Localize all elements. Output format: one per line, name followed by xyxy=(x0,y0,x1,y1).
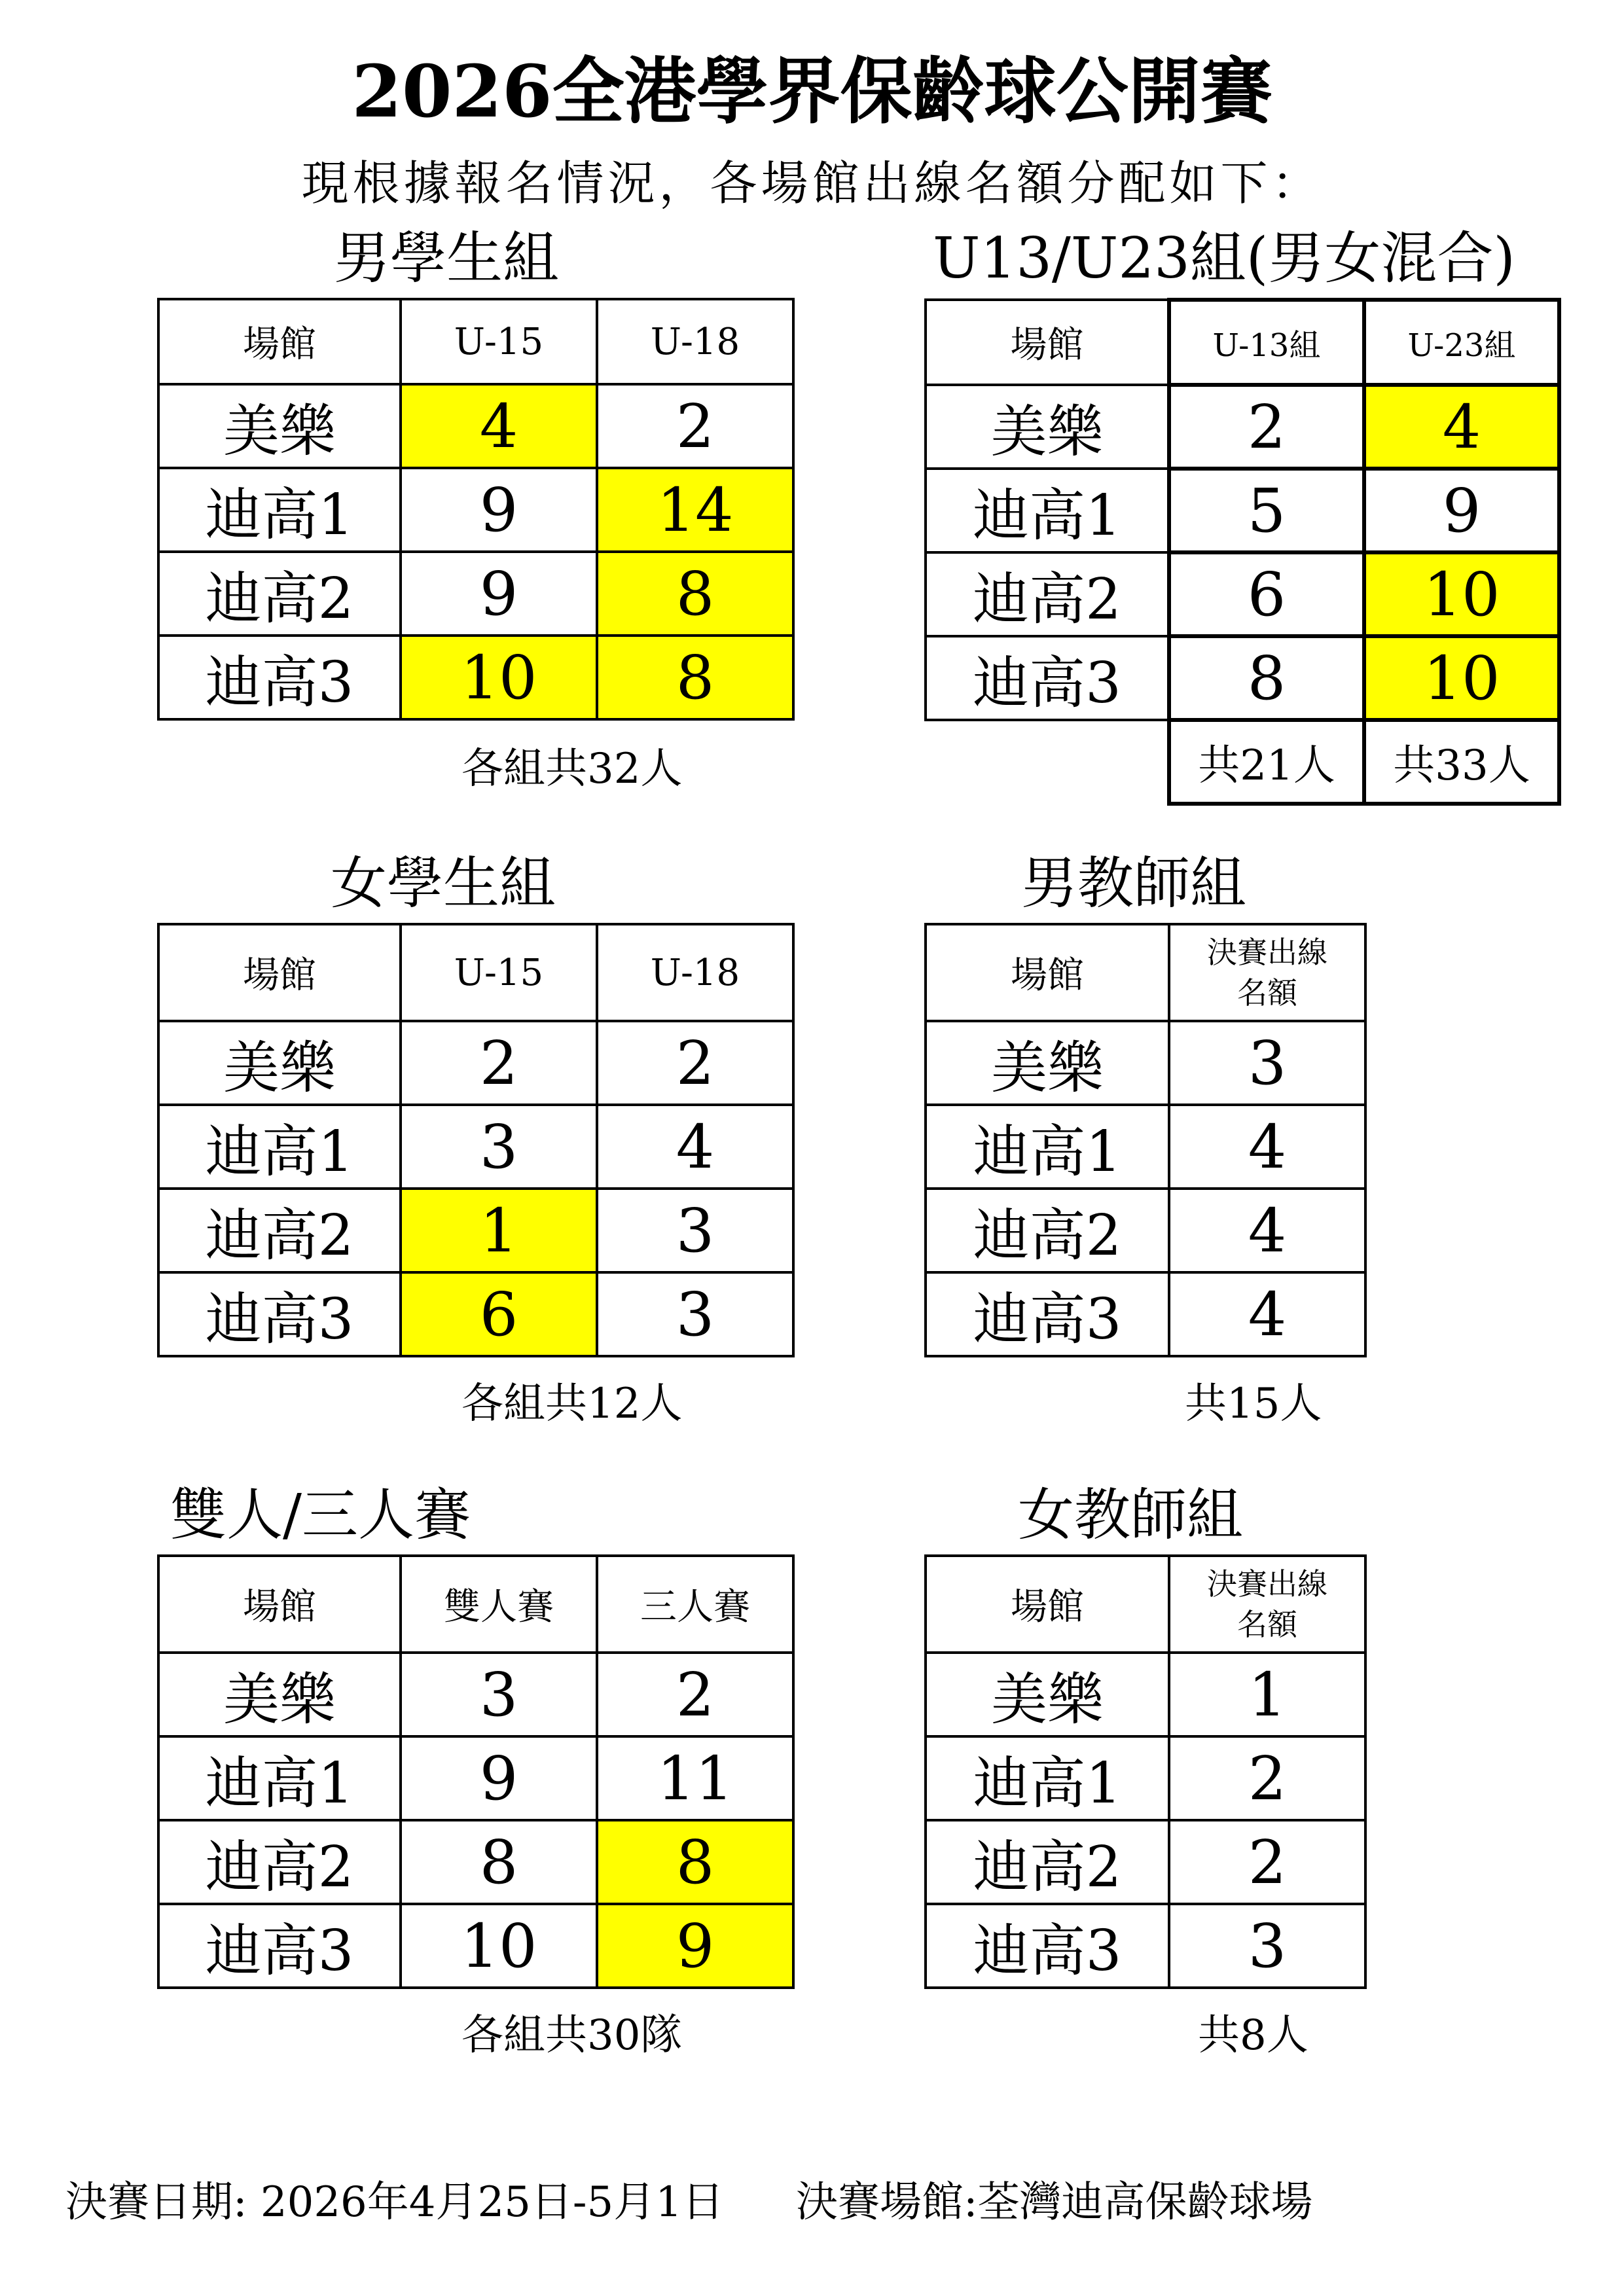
quota-cell: 6 xyxy=(1169,552,1364,636)
venue-name: 迪高1 xyxy=(926,1105,1169,1189)
quota-cell: 9 xyxy=(401,1736,597,1820)
quota-cell: 3 xyxy=(1169,1904,1365,1988)
quota-cell: 2 xyxy=(401,1021,597,1105)
quota-cell: 9 xyxy=(401,468,597,552)
table-header-row xyxy=(926,300,1559,385)
table-row xyxy=(926,1021,1365,1105)
header-venue: 場館 xyxy=(926,924,1169,1021)
venue-name: 迪高3 xyxy=(926,1272,1169,1356)
quota-cell-highlighted: 14 xyxy=(597,468,793,552)
table-row xyxy=(158,1272,793,1356)
venue-name: 美樂 xyxy=(158,1021,401,1105)
final-date: 決賽日期: 2026年4月25日-5月1日 xyxy=(65,2178,724,2227)
header-u13: U-13組 xyxy=(1169,300,1364,385)
header-u15: U-15 xyxy=(401,299,597,384)
table-row xyxy=(926,1272,1365,1356)
quota-cell: 4 xyxy=(1169,1105,1365,1189)
header-u15: U-15 xyxy=(401,924,597,1021)
header-u23: U-23組 xyxy=(1364,300,1559,385)
section-title-female-teachers: 女教師組 xyxy=(1018,1482,1243,1548)
girls-students-total: 各組共12人 xyxy=(461,1380,683,1428)
quota-cell: 11 xyxy=(597,1736,793,1820)
header-venue: 場館 xyxy=(158,1556,401,1653)
venue-name: 美樂 xyxy=(926,1653,1169,1736)
doubles-trios-table xyxy=(157,1554,795,1989)
male-teachers-table xyxy=(924,923,1367,1357)
quota-cell-highlighted: 10 xyxy=(1364,636,1559,720)
page-title: 2026全港學界保齡球公開賽 xyxy=(352,49,1272,134)
table-row xyxy=(926,385,1559,469)
table-row xyxy=(926,1820,1365,1904)
quota-cell-highlighted: 10 xyxy=(401,636,597,719)
venue-name: 迪高3 xyxy=(158,1904,401,1988)
table-row xyxy=(926,636,1559,720)
boys-students-total: 各組共32人 xyxy=(461,745,683,793)
table-header-row xyxy=(158,924,793,1021)
male-teachers-total: 共15人 xyxy=(1185,1380,1322,1428)
table-row xyxy=(926,1904,1365,1988)
venue-name: 迪高1 xyxy=(158,1105,401,1189)
quota-cell: 4 xyxy=(597,1105,793,1189)
boys-students-table xyxy=(157,298,795,721)
quota-cell: 3 xyxy=(597,1272,793,1356)
table-row xyxy=(158,636,793,719)
u13-total: 共21人 xyxy=(1169,720,1364,804)
doubles-trios-total: 各組共30隊 xyxy=(461,2011,683,2060)
girls-students-table xyxy=(157,923,795,1357)
table-row xyxy=(926,469,1559,552)
header-venue: 場館 xyxy=(926,300,1169,385)
table-row xyxy=(926,1736,1365,1820)
venue-name: 迪高3 xyxy=(158,636,401,719)
table-row xyxy=(926,1653,1365,1736)
quota-cell-highlighted: 8 xyxy=(597,552,793,636)
quota-cell: 2 xyxy=(597,384,793,468)
table-row xyxy=(158,1904,793,1988)
quota-cell: 5 xyxy=(1169,469,1364,552)
quota-cell: 3 xyxy=(401,1105,597,1189)
quota-cell: 8 xyxy=(1169,636,1364,720)
header-final-qualify-line2: 名額 xyxy=(1237,975,1297,1011)
quota-cell: 2 xyxy=(1169,385,1364,469)
quota-cell: 1 xyxy=(1169,1653,1365,1736)
header-doubles: 雙人賽 xyxy=(401,1556,597,1653)
section-title-boys-students: 男學生組 xyxy=(334,226,559,291)
venue-name: 迪高1 xyxy=(926,469,1169,552)
header-trios: 三人賽 xyxy=(597,1556,793,1653)
quota-cell: 2 xyxy=(597,1021,793,1105)
quota-cell: 9 xyxy=(1364,469,1559,552)
quota-cell-highlighted: 8 xyxy=(597,1820,793,1904)
venue-name: 迪高2 xyxy=(158,1820,401,1904)
header-final-qualify-line1: 決賽出線 xyxy=(1207,935,1327,970)
section-title-girls-students: 女學生組 xyxy=(331,851,556,916)
quota-cell: 2 xyxy=(597,1653,793,1736)
quota-cell: 2 xyxy=(1169,1820,1365,1904)
table-row xyxy=(158,1653,793,1736)
header-u18: U-18 xyxy=(597,299,793,384)
table-row xyxy=(926,552,1559,636)
header-final-qualify-line1: 決賽出線 xyxy=(1207,1566,1327,1602)
header-final-quota xyxy=(1169,924,1365,1021)
header-final-qualify-line2: 名額 xyxy=(1237,1607,1297,1642)
quota-cell-highlighted: 6 xyxy=(401,1272,597,1356)
quota-cell-highlighted: 1 xyxy=(401,1189,597,1272)
venue-name: 迪高1 xyxy=(926,1736,1169,1820)
header-final-quota xyxy=(1169,1556,1365,1653)
table-row xyxy=(158,1021,793,1105)
venue-name: 美樂 xyxy=(926,1021,1169,1105)
venue-name: 迪高1 xyxy=(158,1736,401,1820)
table-header-row xyxy=(158,299,793,384)
quota-cell: 3 xyxy=(401,1653,597,1736)
venue-name: 美樂 xyxy=(158,384,401,468)
final-venue: 決賽場館:荃灣迪高保齡球場 xyxy=(796,2178,1313,2227)
venue-name: 迪高3 xyxy=(926,636,1169,720)
u23-total: 共33人 xyxy=(1364,720,1559,804)
table-row xyxy=(158,1189,793,1272)
venue-name: 迪高3 xyxy=(926,1904,1169,1988)
table-row xyxy=(158,384,793,468)
page-subtitle: 現根據報名情況，各場館出線名額分配如下： xyxy=(301,156,1323,211)
header-u18: U-18 xyxy=(597,924,793,1021)
venue-name: 迪高2 xyxy=(158,552,401,636)
venue-name: 迪高2 xyxy=(926,552,1169,636)
quota-cell: 9 xyxy=(401,552,597,636)
table-row xyxy=(926,1105,1365,1189)
venue-name: 迪高1 xyxy=(158,468,401,552)
table-row xyxy=(158,1736,793,1820)
venue-name: 迪高2 xyxy=(158,1189,401,1272)
section-title-male-teachers: 男教師組 xyxy=(1021,851,1246,916)
quota-cell-highlighted: 10 xyxy=(1364,552,1559,636)
table-row xyxy=(158,552,793,636)
venue-name: 美樂 xyxy=(926,385,1169,469)
quota-cell-highlighted: 4 xyxy=(1364,385,1559,469)
quota-cell-highlighted: 8 xyxy=(597,636,793,719)
u13-u23-table xyxy=(924,298,1561,806)
quota-cell: 3 xyxy=(1169,1021,1365,1105)
quota-cell: 4 xyxy=(1169,1272,1365,1356)
female-teachers-total: 共8人 xyxy=(1198,2011,1308,2060)
header-venue: 場館 xyxy=(158,299,401,384)
header-venue: 場館 xyxy=(158,924,401,1021)
table-row xyxy=(926,1189,1365,1272)
header-venue: 場館 xyxy=(926,1556,1169,1653)
table-header-row xyxy=(926,924,1365,1021)
table-row xyxy=(158,1105,793,1189)
quota-cell-highlighted: 4 xyxy=(401,384,597,468)
venue-name: 迪高3 xyxy=(158,1272,401,1356)
quota-cell-highlighted: 9 xyxy=(597,1904,793,1988)
venue-name: 美樂 xyxy=(158,1653,401,1736)
section-title-u13-u23: U13/U23組(男女混合) xyxy=(933,226,1515,291)
quota-cell: 3 xyxy=(597,1189,793,1272)
venue-name: 迪高2 xyxy=(926,1820,1169,1904)
venue-name: 迪高2 xyxy=(926,1189,1169,1272)
quota-cell: 2 xyxy=(1169,1736,1365,1820)
footer xyxy=(65,2173,1385,2232)
quota-cell: 10 xyxy=(401,1904,597,1988)
quota-cell: 4 xyxy=(1169,1189,1365,1272)
table-row xyxy=(158,468,793,552)
table-total-row xyxy=(926,720,1559,804)
table-header-row xyxy=(158,1556,793,1653)
quota-cell: 8 xyxy=(401,1820,597,1904)
female-teachers-table xyxy=(924,1554,1367,1989)
table-row xyxy=(158,1820,793,1904)
section-title-doubles-trios: 雙人/三人賽 xyxy=(170,1482,471,1548)
table-header-row xyxy=(926,1556,1365,1653)
